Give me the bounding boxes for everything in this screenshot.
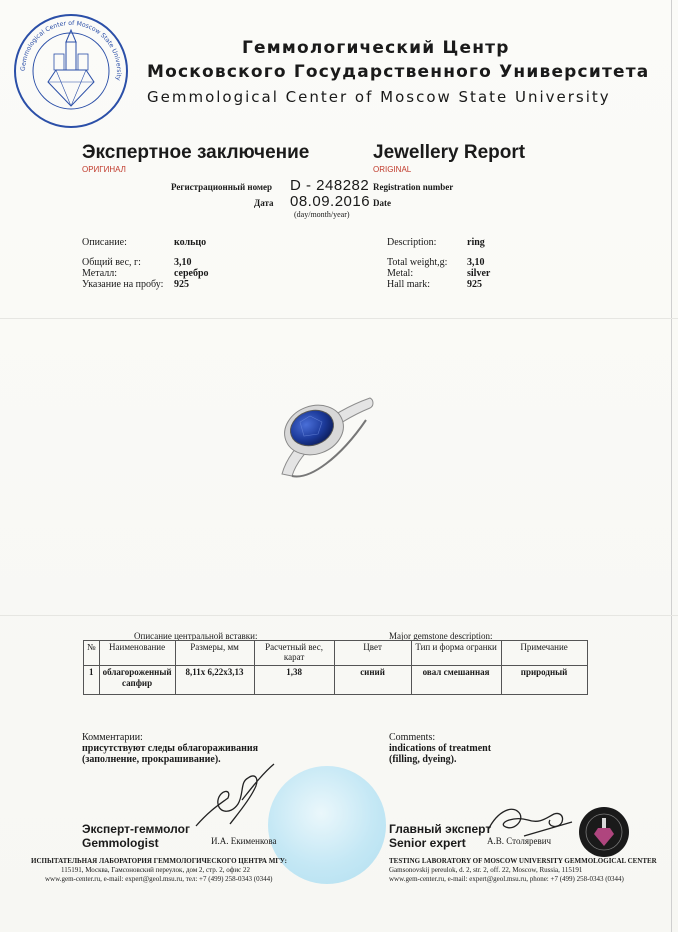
senior-title-ru: Главный эксперт — [389, 822, 492, 836]
table-header-cell: Цвет — [334, 641, 411, 666]
header-line-2: Московского Государственного Университета — [147, 62, 650, 82]
expert-name: И.А. Екименкова — [211, 836, 277, 846]
hallmark-label-ru: Указание на пробу: — [82, 279, 164, 290]
original-en: ORIGINAL — [373, 165, 412, 174]
date-label-ru: Дата — [254, 198, 274, 208]
ring-photo — [270, 384, 380, 494]
table-header-row — [84, 641, 588, 666]
table-header-cell: № — [84, 641, 100, 666]
metal-label-en: Metal: — [387, 268, 414, 279]
desc-value-en: ring — [467, 237, 485, 248]
comments-text-en-2: (filling, dyeing). — [389, 754, 457, 765]
seal-ring-text: Gemmological Center of Moscow State University — [19, 19, 123, 82]
footer-en-1: TESTING LABORATORY OF MOSCOW UNIVERSITY GEMMOLOGICAL CENTER — [389, 857, 657, 865]
weight-value-en: 3,10 — [467, 257, 485, 268]
table-row — [84, 666, 588, 695]
gemstone-table — [83, 640, 588, 695]
date-label-en: Date — [373, 198, 391, 208]
date-hint: (day/month/year) — [294, 210, 350, 219]
msu-seal-icon — [12, 12, 130, 130]
table-cell: 1,38 — [254, 666, 334, 695]
date-value: 08.09.2016 — [290, 193, 371, 210]
expert-title-en: Gemmologist — [82, 836, 159, 850]
gem-caption-ru: Описание центральной вставки: — [134, 631, 258, 641]
desc-label-ru: Описание: — [82, 237, 127, 248]
desc-value-ru: кольцо — [174, 237, 207, 248]
page-border — [671, 0, 672, 932]
original-ru: ОРИГИНАЛ — [82, 165, 126, 174]
reg-label-en: Registration number — [373, 182, 454, 192]
weight-label-en: Total weight,g: — [387, 257, 448, 268]
senior-name: А.В. Столяревич — [487, 836, 552, 846]
comments-text-ru-1: присутствуют следы облагораживания — [82, 743, 259, 754]
table-header-cell: Тип и форма огранки — [411, 641, 501, 666]
signature-left-icon — [190, 760, 280, 832]
comments-label-ru: Комментарии: — [82, 732, 143, 743]
hallmark-value-en: 925 — [467, 279, 482, 290]
weight-label-ru: Общий вес, г: — [82, 257, 141, 268]
footer-en-3: www.gem-center.ru, e-mail: expert@geol.msu.ru, phone: +7 (499) 258-0343 (0344) — [389, 875, 624, 883]
table-header-cell: Расчетный вес, карат — [254, 641, 334, 666]
reg-label-ru: Регистрационный номер — [171, 182, 273, 192]
comments-label-en: Comments: — [389, 732, 436, 743]
footer-ru-2: 115191, Москва, Гамсоновский переулок, дом 2, стр. 2, офис 22 — [61, 866, 250, 874]
reg-number: D - 248282 — [290, 177, 370, 194]
table-cell: природный — [501, 666, 587, 695]
metal-value-en: silver — [467, 268, 491, 279]
fold-line — [0, 318, 678, 319]
table-cell: синий — [334, 666, 411, 695]
desc-label-en: Description: — [387, 237, 437, 248]
title-en: Jewellery Report — [373, 142, 526, 163]
table-header-cell: Размеры, мм — [175, 641, 254, 666]
metal-value-ru: серебро — [174, 268, 209, 279]
comments-text-en-1: indications of treatment — [389, 743, 492, 754]
table-header-cell: Примечание — [501, 641, 587, 666]
expert-title-ru: Эксперт-геммолог — [82, 822, 190, 836]
weight-value-ru: 3,10 — [174, 257, 192, 268]
table-cell: 1 — [84, 666, 100, 695]
header-line-1: Геммологический Центр — [242, 38, 510, 58]
fold-line — [0, 615, 678, 616]
footer-en-2: Gamsonovskij pereulok, d. 2, str. 2, off. 22, Moscow, Russia, 115191 — [389, 866, 583, 874]
title-ru: Экспертное заключение — [82, 142, 310, 163]
senior-title-en: Senior expert — [389, 836, 466, 850]
footer-ru-1: ИСПЫТАТЕЛЬНАЯ ЛАБОРАТОРИЯ ГЕММОЛОГИЧЕСКОГО ЦЕНТРА МГУ: — [31, 857, 287, 865]
hallmark-label-en: Hall mark: — [387, 279, 431, 290]
table-cell: 8,11x 6,22x3,13 — [175, 666, 254, 695]
hologram-sticker — [268, 766, 386, 884]
table-header-cell: Наименование — [99, 641, 175, 666]
metal-label-ru: Металл: — [82, 268, 117, 279]
hologram-logo-icon — [578, 806, 630, 858]
comments-text-ru-2: (заполнение, прокрашивание). — [82, 754, 221, 765]
table-cell: облагороженный сапфир — [99, 666, 175, 695]
gem-caption-en: Major gemstone description: — [389, 631, 493, 641]
header-line-3: Gemmological Center of Moscow State University — [147, 88, 611, 106]
hallmark-value-ru: 925 — [174, 279, 189, 290]
footer-ru-3: www.gem-center.ru, e-mail: expert@geol.msu.ru, тел: +7 (499) 258-0343 (0344) — [45, 875, 273, 883]
table-cell: овал смешанная — [411, 666, 501, 695]
